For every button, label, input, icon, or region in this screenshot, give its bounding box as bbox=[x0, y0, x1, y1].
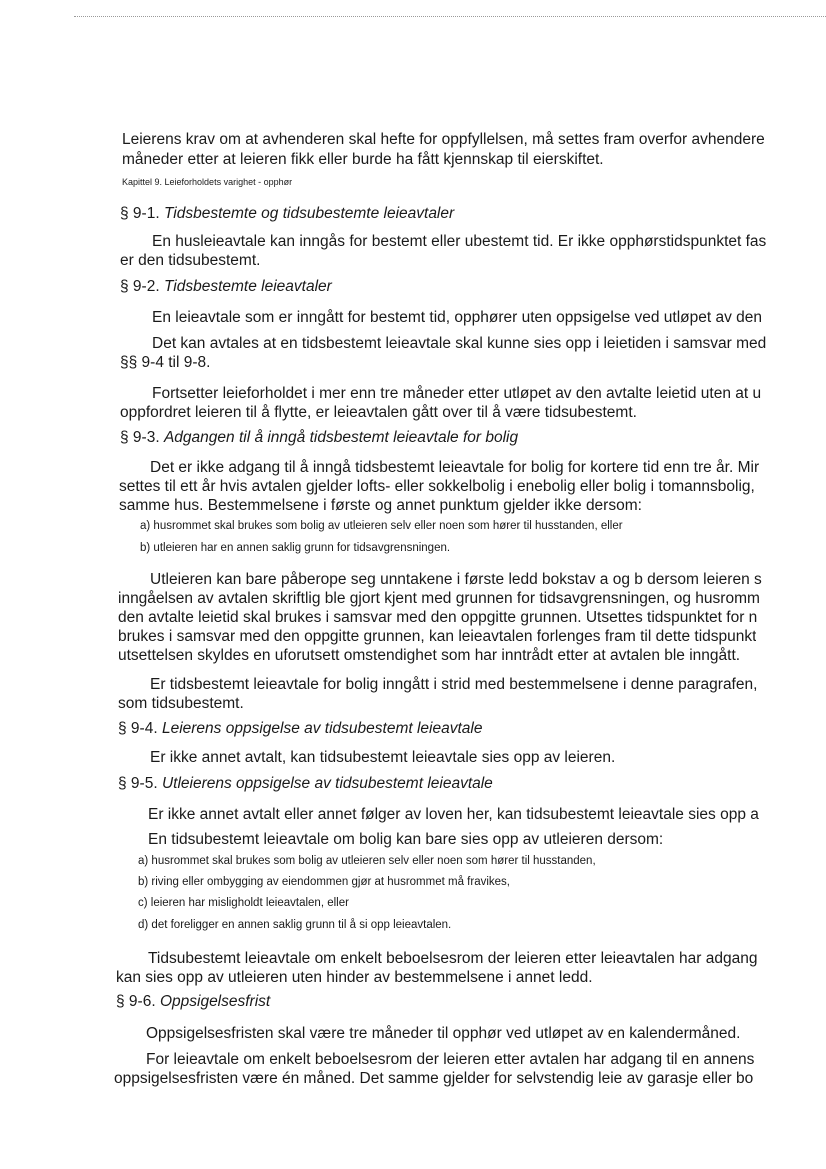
paragraph-line: Utleieren kan bare påberope seg unntakene i første ledd bokstav a og b dersom leieren s bbox=[150, 571, 762, 588]
paragraph-line: Oppsigelsesfristen skal være tre måneder til opphør ved utløpet av en kalendermåned. bbox=[146, 1025, 741, 1042]
section-title: Tidsbestemte og tidsubestemte leieavtaler bbox=[163, 205, 455, 222]
paragraph-line: oppsigelsesfristen være én måned. Det samme gjelder for selvstendig leie av garasje eller bo bbox=[114, 1070, 754, 1087]
paragraph-line: En leieavtale som er inngått for bestemt tid, opphører uten oppsigelse ved utløpet av den bbox=[152, 309, 763, 326]
section-9-4-heading bbox=[118, 719, 482, 738]
paragraph-line: utsettelsen skyldes en uforutsett omstendighet som har inntrådt etter at avtalen ble inngått. bbox=[118, 647, 741, 664]
paragraph-line: settes til ett år hvis avtalen gjelder lofts- eller sokkelbolig i enebolig eller bolig i tomannsbolig, bbox=[119, 478, 755, 495]
paragraph-line: Det kan avtales at en tidsbestemt leieavtale skal kunne sies opp i leietiden i samsvar med bbox=[152, 335, 767, 352]
paragraph-line: oppfordret leieren til å flytte, er leieavtalen gått over til å være tidsubestemt. bbox=[120, 404, 637, 421]
paragraph-line: Tidsubestemt leieavtale om enkelt beboelsesrom der leieren etter leieavtalen har adgang bbox=[148, 950, 758, 967]
section-number: § 9-5. bbox=[118, 775, 158, 792]
list-item: b) utleieren har en annen saklig grunn for tidsavgrensningen. bbox=[140, 542, 451, 554]
paragraph-line: Er ikke annet avtalt, kan tidsubestemt leieavtale sies opp av leieren. bbox=[150, 749, 616, 766]
paragraph-line: samme hus. Bestemmelsene i første og annet punktum gjelder ikke dersom: bbox=[119, 497, 642, 514]
paragraph-line: En tidsubestemt leieavtale om bolig kan bare sies opp av utleieren dersom: bbox=[148, 831, 664, 848]
paragraph-line: Er ikke annet avtalt eller annet følger av loven her, kan tidsubestemt leieavtale sies opp a bbox=[148, 806, 759, 823]
paragraph-line: §§ 9-4 til 9-8. bbox=[120, 354, 211, 371]
list-item: b) riving eller ombygging av eiendommen gjør at husrommet må fravikes, bbox=[138, 876, 510, 888]
page-edge-dots bbox=[74, 16, 826, 17]
paragraph-line: brukes i samsvar med den oppgitte grunnen, kan leieavtalen forlenges fram til dette tidspunkt bbox=[118, 628, 757, 645]
section-title: Tidsbestemte leieavtaler bbox=[163, 278, 332, 295]
paragraph-line: som tidsubestemt. bbox=[118, 695, 244, 712]
paragraph-line: Er tidsbestemt leieavtale for bolig inngått i strid med bestemmelsene i denne paragrafen, bbox=[150, 676, 758, 693]
section-number: § 9-1. bbox=[120, 205, 160, 222]
section-number: § 9-6. bbox=[116, 993, 156, 1010]
section-number: § 9-2. bbox=[120, 278, 160, 295]
paragraph-line: kan sies opp av utleieren uten hinder av bestemmelsene i annet ledd. bbox=[116, 969, 593, 986]
section-title: Utleierens oppsigelse av tidsubestemt leieavtale bbox=[161, 775, 493, 792]
list-item: d) det foreligger en annen saklig grunn til å si opp leieavtalen. bbox=[138, 919, 452, 931]
list-item: a) husrommet skal brukes som bolig av utleieren selv eller noen som hører til husstanden, eller bbox=[140, 520, 623, 532]
intro-line-2: måneder etter at leieren fikk eller burde ha fått kjennskap til eierskiftet. bbox=[122, 151, 604, 168]
section-9-6-heading bbox=[116, 992, 270, 1011]
section-9-5-heading bbox=[118, 774, 493, 793]
section-title: Adgangen til å inngå tidsbestemt leieavtale for bolig bbox=[163, 429, 519, 446]
section-number: § 9-4. bbox=[118, 720, 158, 737]
section-9-1-heading bbox=[120, 204, 454, 223]
paragraph-line: er den tidsubestemt. bbox=[120, 252, 261, 269]
paragraph-line: For leieavtale om enkelt beboelsesrom der leieren etter avtalen har adgang til en annens bbox=[146, 1051, 755, 1068]
section-9-3-heading bbox=[120, 428, 518, 447]
section-9-2-heading bbox=[120, 277, 332, 296]
section-number: § 9-3. bbox=[120, 429, 160, 446]
paragraph-line: inngåelsen av avtalen skriftlig ble gjort kjent med grunnen for tidsavgrensningen, og husromm bbox=[118, 590, 760, 607]
section-title: Oppsigelsesfrist bbox=[159, 993, 271, 1010]
paragraph-line: Det er ikke adgang til å inngå tidsbestemt leieavtale for bolig for kortere tid enn tre år. Mir bbox=[150, 459, 760, 476]
chapter-heading: Kapittel 9. Leieforholdets varighet - opphør bbox=[122, 177, 293, 187]
intro-line-1: Leierens krav om at avhenderen skal hefte for oppfyllelsen, må settes fram overfor avhendere bbox=[122, 131, 765, 148]
paragraph-line: En husleieavtale kan inngås for bestemt eller ubestemt tid. Er ikke opphørstidspunktet fas bbox=[152, 233, 767, 250]
paragraph-line: Fortsetter leieforholdet i mer enn tre måneder etter utløpet av den avtalte leietid uten at u bbox=[152, 385, 762, 402]
list-item: c) leieren har misligholdt leieavtalen, eller bbox=[138, 897, 349, 909]
list-item: a) husrommet skal brukes som bolig av utleieren selv eller noen som hører til husstanden, bbox=[138, 855, 596, 867]
document-page bbox=[0, 122, 826, 1169]
section-title: Leierens oppsigelse av tidsubestemt leieavtale bbox=[161, 720, 483, 737]
paragraph-line: den avtalte leietid skal brukes i samsvar med den oppgitte grunnen. Utsettes tidspunktet for n bbox=[118, 609, 758, 626]
